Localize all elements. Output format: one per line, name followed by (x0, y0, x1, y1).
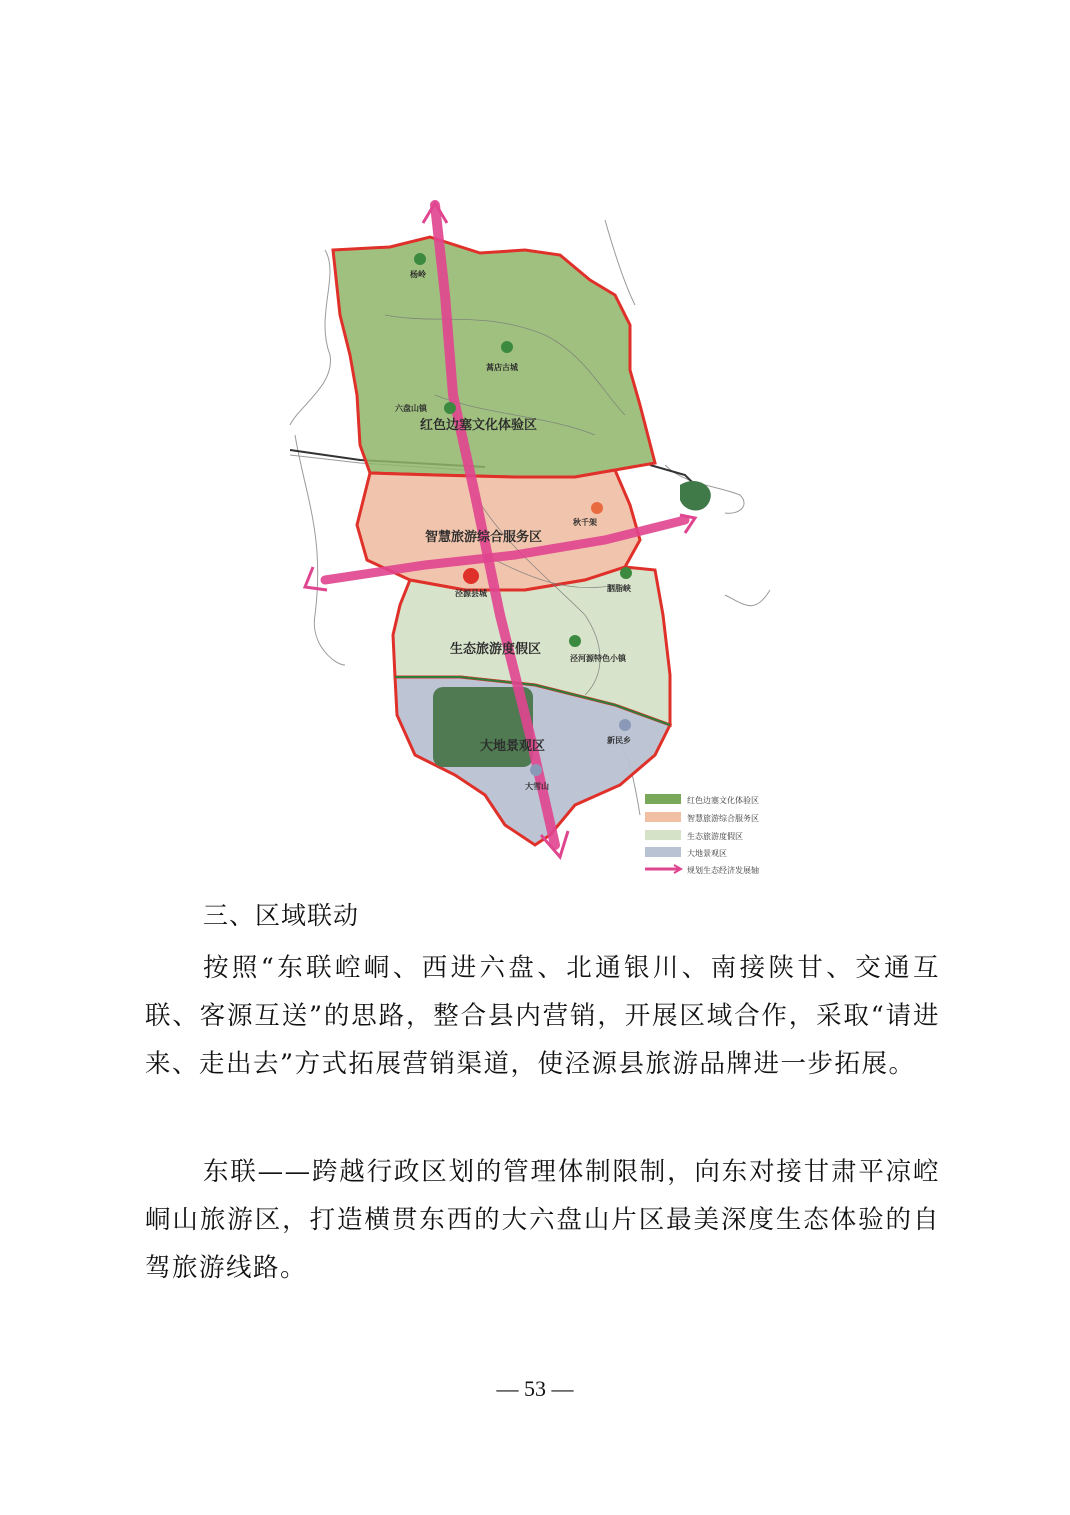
paragraph: 按照“东联崆峒、西进六盘、北通银川、南接陕甘、交通互联、客源互送”的思路，整合县内营销，开展区域合作，采取“请进来、走出去”方式拓展营销渠道，使泾源县旅游品牌进一步拓展。 (145, 953, 940, 1079)
zone-label: 红色边塞文化体验区 (420, 418, 538, 433)
legend-label: 智慧旅游综合服务区 (687, 814, 759, 823)
place-label: 蒿店古城 (486, 363, 518, 372)
place-label: 大雪山 (525, 782, 549, 791)
section-heading: 三、区域联动 (203, 901, 360, 930)
legend-label: 大地景观区 (687, 849, 727, 858)
legend-label: 生态旅游度假区 (687, 832, 743, 841)
zoning-map (285, 195, 795, 885)
place-label: 胭脂峡 (607, 584, 631, 593)
legend-label: 规划生态经济发展轴 (687, 866, 759, 875)
page-number: — 53 — (496, 1376, 574, 1401)
place-label: 秋千架 (573, 518, 597, 527)
legend-label: 红色边塞文化体验区 (687, 796, 759, 805)
zone-label: 智慧旅游综合服务区 (425, 530, 543, 545)
place-label: 泾源县城 (455, 589, 487, 598)
map-legend (645, 794, 759, 875)
place-label: 六盘山镇 (395, 404, 427, 413)
place-label: 杨岭 (410, 270, 426, 279)
place-label: 新民乡 (607, 736, 631, 745)
place-label: 泾河源特色小镇 (570, 654, 626, 663)
zone-label: 大地景观区 (480, 739, 546, 754)
zone-red-culture (333, 237, 655, 477)
paragraph: 东联——跨越行政区划的管理体制限制，向东对接甘肃平凉崆峒山旅游区，打造横贯东西的大六盘山片区最美深度生态体验的自驾旅游线路。 (145, 1157, 940, 1283)
zone-label: 生态旅游度假区 (450, 642, 542, 657)
